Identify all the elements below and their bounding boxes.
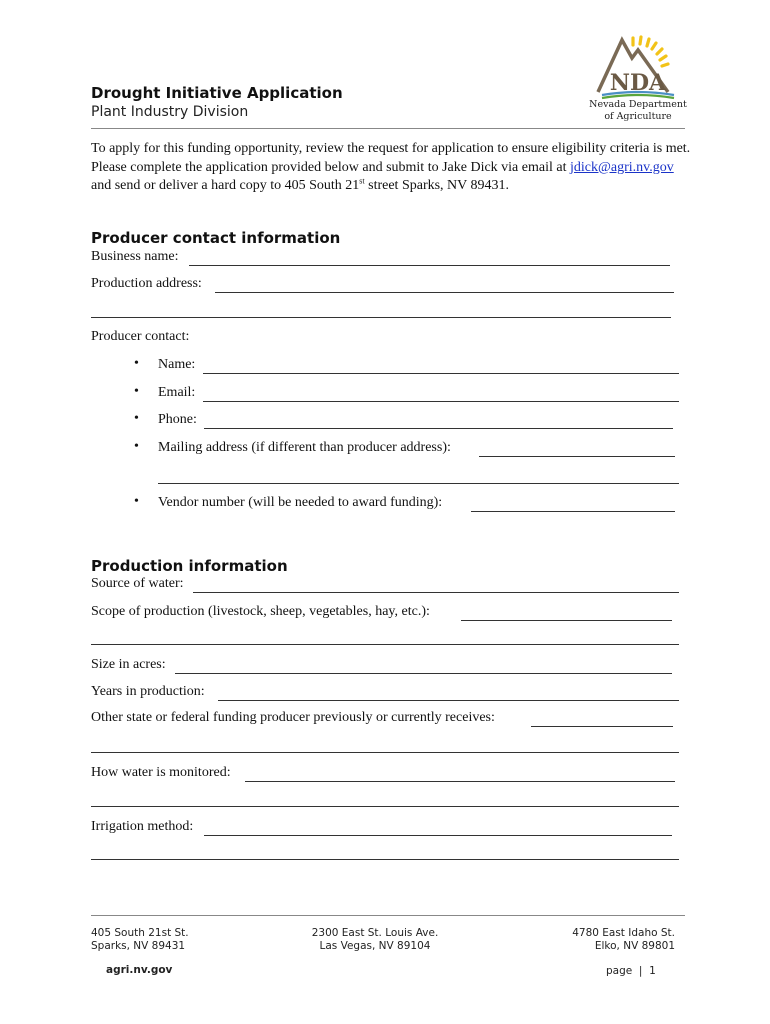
logo-dept-line1: Nevada Department xyxy=(589,99,687,110)
business-name-line[interactable] xyxy=(189,265,670,266)
source-of-water-label: Source of water: xyxy=(91,576,184,591)
water-monitored-line-2[interactable] xyxy=(91,806,679,807)
production-address-line-2[interactable] xyxy=(91,317,671,318)
size-in-acres-field[interactable] xyxy=(91,657,679,677)
other-funding-field[interactable] xyxy=(91,710,679,730)
contact-email-label: Email: xyxy=(158,385,196,400)
page-separator: | xyxy=(638,965,643,977)
contact-phone-label: Phone: xyxy=(158,412,197,427)
scope-of-production-line[interactable] xyxy=(461,620,672,621)
bullet-icon: • xyxy=(134,494,139,509)
producer-contact-label: Producer contact: xyxy=(91,329,190,344)
other-funding-label: Other state or federal funding producer previously or currently receives: xyxy=(91,710,495,725)
vendor-number-label: Vendor number (will be needed to award funding): xyxy=(158,495,443,510)
scope-of-production-label: Scope of production (livestock, sheep, vegetables, hay, etc.): xyxy=(91,604,430,619)
water-monitored-line[interactable] xyxy=(245,781,675,782)
irrigation-method-line[interactable] xyxy=(204,835,672,836)
bullet-icon: • xyxy=(134,439,139,454)
ordinal-suffix: st xyxy=(359,176,365,186)
logo-department-name xyxy=(588,99,688,123)
contact-phone-line[interactable] xyxy=(204,428,673,429)
footer-address-las-vegas xyxy=(300,927,450,953)
scope-of-production-line-2[interactable] xyxy=(91,644,679,645)
other-funding-line[interactable] xyxy=(531,726,673,727)
contact-phone-field[interactable] xyxy=(158,412,679,432)
grass-icon xyxy=(602,95,674,98)
water-monitored-label: How water is monitored: xyxy=(91,765,231,780)
footer-sparks-city: Sparks, NV 89431 xyxy=(91,940,186,952)
logo-dept-line2: of Agriculture xyxy=(604,111,672,122)
header-divider xyxy=(91,128,685,129)
vendor-number-line[interactable] xyxy=(471,511,675,512)
vendor-number-field[interactable] xyxy=(158,495,679,515)
footer-address-sparks xyxy=(91,927,189,953)
size-in-acres-line[interactable] xyxy=(175,673,672,674)
contact-name-label: Name: xyxy=(158,357,196,372)
production-address-label: Production address: xyxy=(91,276,202,291)
other-funding-line-2[interactable] xyxy=(91,752,679,753)
mailing-address-line-2[interactable] xyxy=(158,483,679,484)
production-address-line[interactable] xyxy=(215,292,674,293)
years-in-production-field[interactable] xyxy=(91,684,679,704)
footer-elko-street: 4780 East Idaho St. xyxy=(572,927,675,939)
business-name-field[interactable] xyxy=(91,249,679,269)
producer-section-heading: Producer contact information xyxy=(91,229,341,247)
bullet-icon: • xyxy=(134,411,139,426)
intro-paragraph xyxy=(91,140,691,196)
contact-email-line[interactable] xyxy=(203,401,679,402)
irrigation-method-field[interactable] xyxy=(91,819,679,839)
contact-name-line[interactable] xyxy=(203,373,679,374)
email-link[interactable]: jdick@agri.nv.gov xyxy=(569,159,674,175)
water-monitored-field[interactable] xyxy=(91,765,679,785)
contact-name-field[interactable] xyxy=(158,357,679,377)
document-title: Drought Initiative Application xyxy=(91,84,343,102)
contact-email-field[interactable] xyxy=(158,385,679,405)
intro-end: street Sparks, NV 89431. xyxy=(364,178,510,193)
mailing-address-field[interactable] xyxy=(158,440,679,460)
page-number-value: 1 xyxy=(649,965,656,977)
source-of-water-field[interactable] xyxy=(91,576,679,596)
mailing-address-line[interactable] xyxy=(479,456,675,457)
source-of-water-line[interactable] xyxy=(193,592,679,593)
footer-las-vegas-street: 2300 East St. Louis Ave. xyxy=(311,927,439,939)
footer-las-vegas-city: Las Vegas, NV 89104 xyxy=(319,940,431,952)
business-name-label: Business name: xyxy=(91,249,179,264)
page-label: page xyxy=(606,965,633,977)
intro-address: and send or deliver a hard copy to 405 South 21 xyxy=(91,178,360,193)
irrigation-method-label: Irrigation method: xyxy=(91,819,194,834)
document-subtitle: Plant Industry Division xyxy=(91,104,249,120)
years-in-production-line[interactable] xyxy=(218,700,679,701)
production-section-heading: Production information xyxy=(91,557,288,575)
size-in-acres-label: Size in acres: xyxy=(91,657,166,672)
mailing-address-label: Mailing address (if different than producer address): xyxy=(158,440,451,455)
bullet-icon: • xyxy=(134,356,139,371)
footer-address-elko xyxy=(540,927,675,953)
page-number xyxy=(606,965,656,978)
footer-sparks-street: 405 South 21st St. xyxy=(91,927,189,939)
bullet-icon: • xyxy=(134,384,139,399)
years-in-production-label: Years in production: xyxy=(91,684,205,699)
producer-contact-label-row xyxy=(91,329,679,349)
logo-letters: NDA xyxy=(609,70,667,96)
production-address-field[interactable] xyxy=(91,276,679,296)
scope-of-production-field[interactable] xyxy=(91,604,679,624)
irrigation-method-line-2[interactable] xyxy=(91,859,679,860)
footer-website: agri.nv.gov xyxy=(106,964,173,976)
footer-divider xyxy=(91,915,685,916)
footer-elko-city: Elko, NV 89801 xyxy=(594,940,675,952)
intro-text: To apply for this funding opportunity, review the request for application to ensure eligibility criteria is met. Please complete the application provided below and submit to Jake Dick via email at xyxy=(91,141,691,175)
